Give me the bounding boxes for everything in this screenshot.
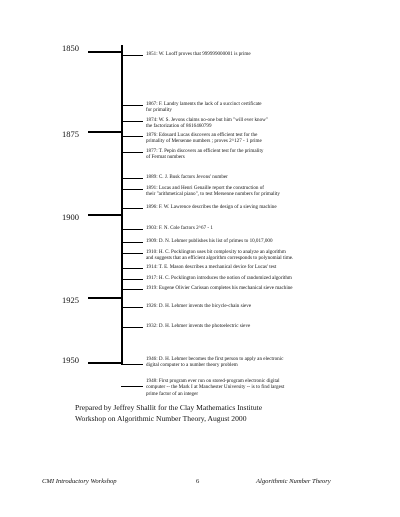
event-tick <box>121 253 143 254</box>
event-tick <box>121 152 143 153</box>
timeline-event: 1896: F. W. Lawrence describes the design of a sieving machine <box>146 204 277 210</box>
event-tick <box>121 386 143 387</box>
event-tick <box>121 307 143 308</box>
page-number: 6 <box>196 478 200 485</box>
decade-label-1925: 1925 <box>62 295 79 305</box>
event-tick <box>121 229 143 230</box>
event-tick <box>121 242 143 243</box>
footer-right: Algorithmic Number Theory <box>256 478 331 485</box>
event-tick <box>121 208 143 209</box>
event-tick <box>121 189 143 190</box>
event-tick <box>121 289 143 290</box>
timeline-event: 1851: W. Looff proves that 999999000001 is prime <box>146 51 251 57</box>
timeline-event: 1926: D. H. Lehmer invents the bicycle-chain sieve <box>146 303 252 309</box>
credit-note: Prepared by Jeffrey Shallit for the Clay Mathematics Institute Workshop on Algorithmic Number Theory, August 2000 <box>75 403 263 423</box>
timeline-event: 1910: H. C. Pocklington uses bit complexity to analyze an algorithm and suggests that an efficient algorithm corresponds to polynomial time. <box>146 249 294 262</box>
event-tick <box>121 121 143 122</box>
event-tick <box>121 105 143 106</box>
timeline-event: 1919: Eugene Olivier Carissan completes his mechanical sieve machine <box>146 285 293 291</box>
timeline-event: 1891: Lucas and Henri Genaille report the construction of their "arithmetical piano", to test Mersenne numbers for primality <box>146 185 280 198</box>
decade-tick-1900 <box>88 214 123 216</box>
decade-tick-1850 <box>88 51 123 53</box>
timeline-event: 1932: D. H. Lehmer invents the photoelectric sieve <box>146 323 251 329</box>
timeline-event: 1877: T. Pepin discovers an efficient test for the primality of Fermat numbers <box>146 148 264 161</box>
timeline-event: 1889: C. J. Busk factors Jevons' number <box>146 174 228 180</box>
footer-left: CMI Introductory Workshop <box>42 478 117 485</box>
timeline-axis <box>121 45 123 365</box>
event-tick <box>121 178 143 179</box>
timeline-event: 1914: T. E. Mason describes a mechanical device for Lucas' test <box>146 264 277 270</box>
decade-tick-1875 <box>88 131 123 133</box>
event-tick <box>121 55 143 56</box>
event-tick <box>121 268 143 269</box>
decade-tick-1950 <box>88 362 123 364</box>
timeline-event: 1876: Edouard Lucas discovers an efficient test for the primality of Mersenne numbers ; proves 2^127 - 1 prime <box>146 132 262 145</box>
timeline-event: 1903: F. N. Cole factors 2^67 - 1 <box>146 225 213 231</box>
timeline-event: 1917: H. C. Pocklington introduces the notion of randomized algorithm <box>146 275 292 281</box>
decade-label-1950: 1950 <box>62 355 79 365</box>
timeline-event: 1909: D. N. Lehmer publishes his list of primes to 10,017,000 <box>146 238 273 244</box>
timeline-event: 1946: D. H. Lehmer becomes the first person to apply an electronic digital computer to a number theory problem <box>146 356 284 369</box>
decade-label-1900: 1900 <box>62 212 79 222</box>
timeline-event: 1948: First program ever run on stored-program electronic digital computer -- the Mark I at Manchester University -- is to find largest prime factor of an integer <box>146 378 285 397</box>
timeline-event: 1874: W. S. Jevons claims no-one but him "will ever know" the factorization of 8616460799 <box>146 117 268 130</box>
event-tick <box>121 136 143 137</box>
event-tick <box>121 364 143 365</box>
decade-label-1875: 1875 <box>62 129 79 139</box>
timeline-event: 1867: F. Landry laments the lack of a succinct certificate for primality <box>146 101 262 114</box>
event-tick <box>121 327 143 328</box>
event-tick <box>121 279 143 280</box>
decade-tick-1925 <box>88 297 123 299</box>
decade-label-1850: 1850 <box>62 43 79 53</box>
